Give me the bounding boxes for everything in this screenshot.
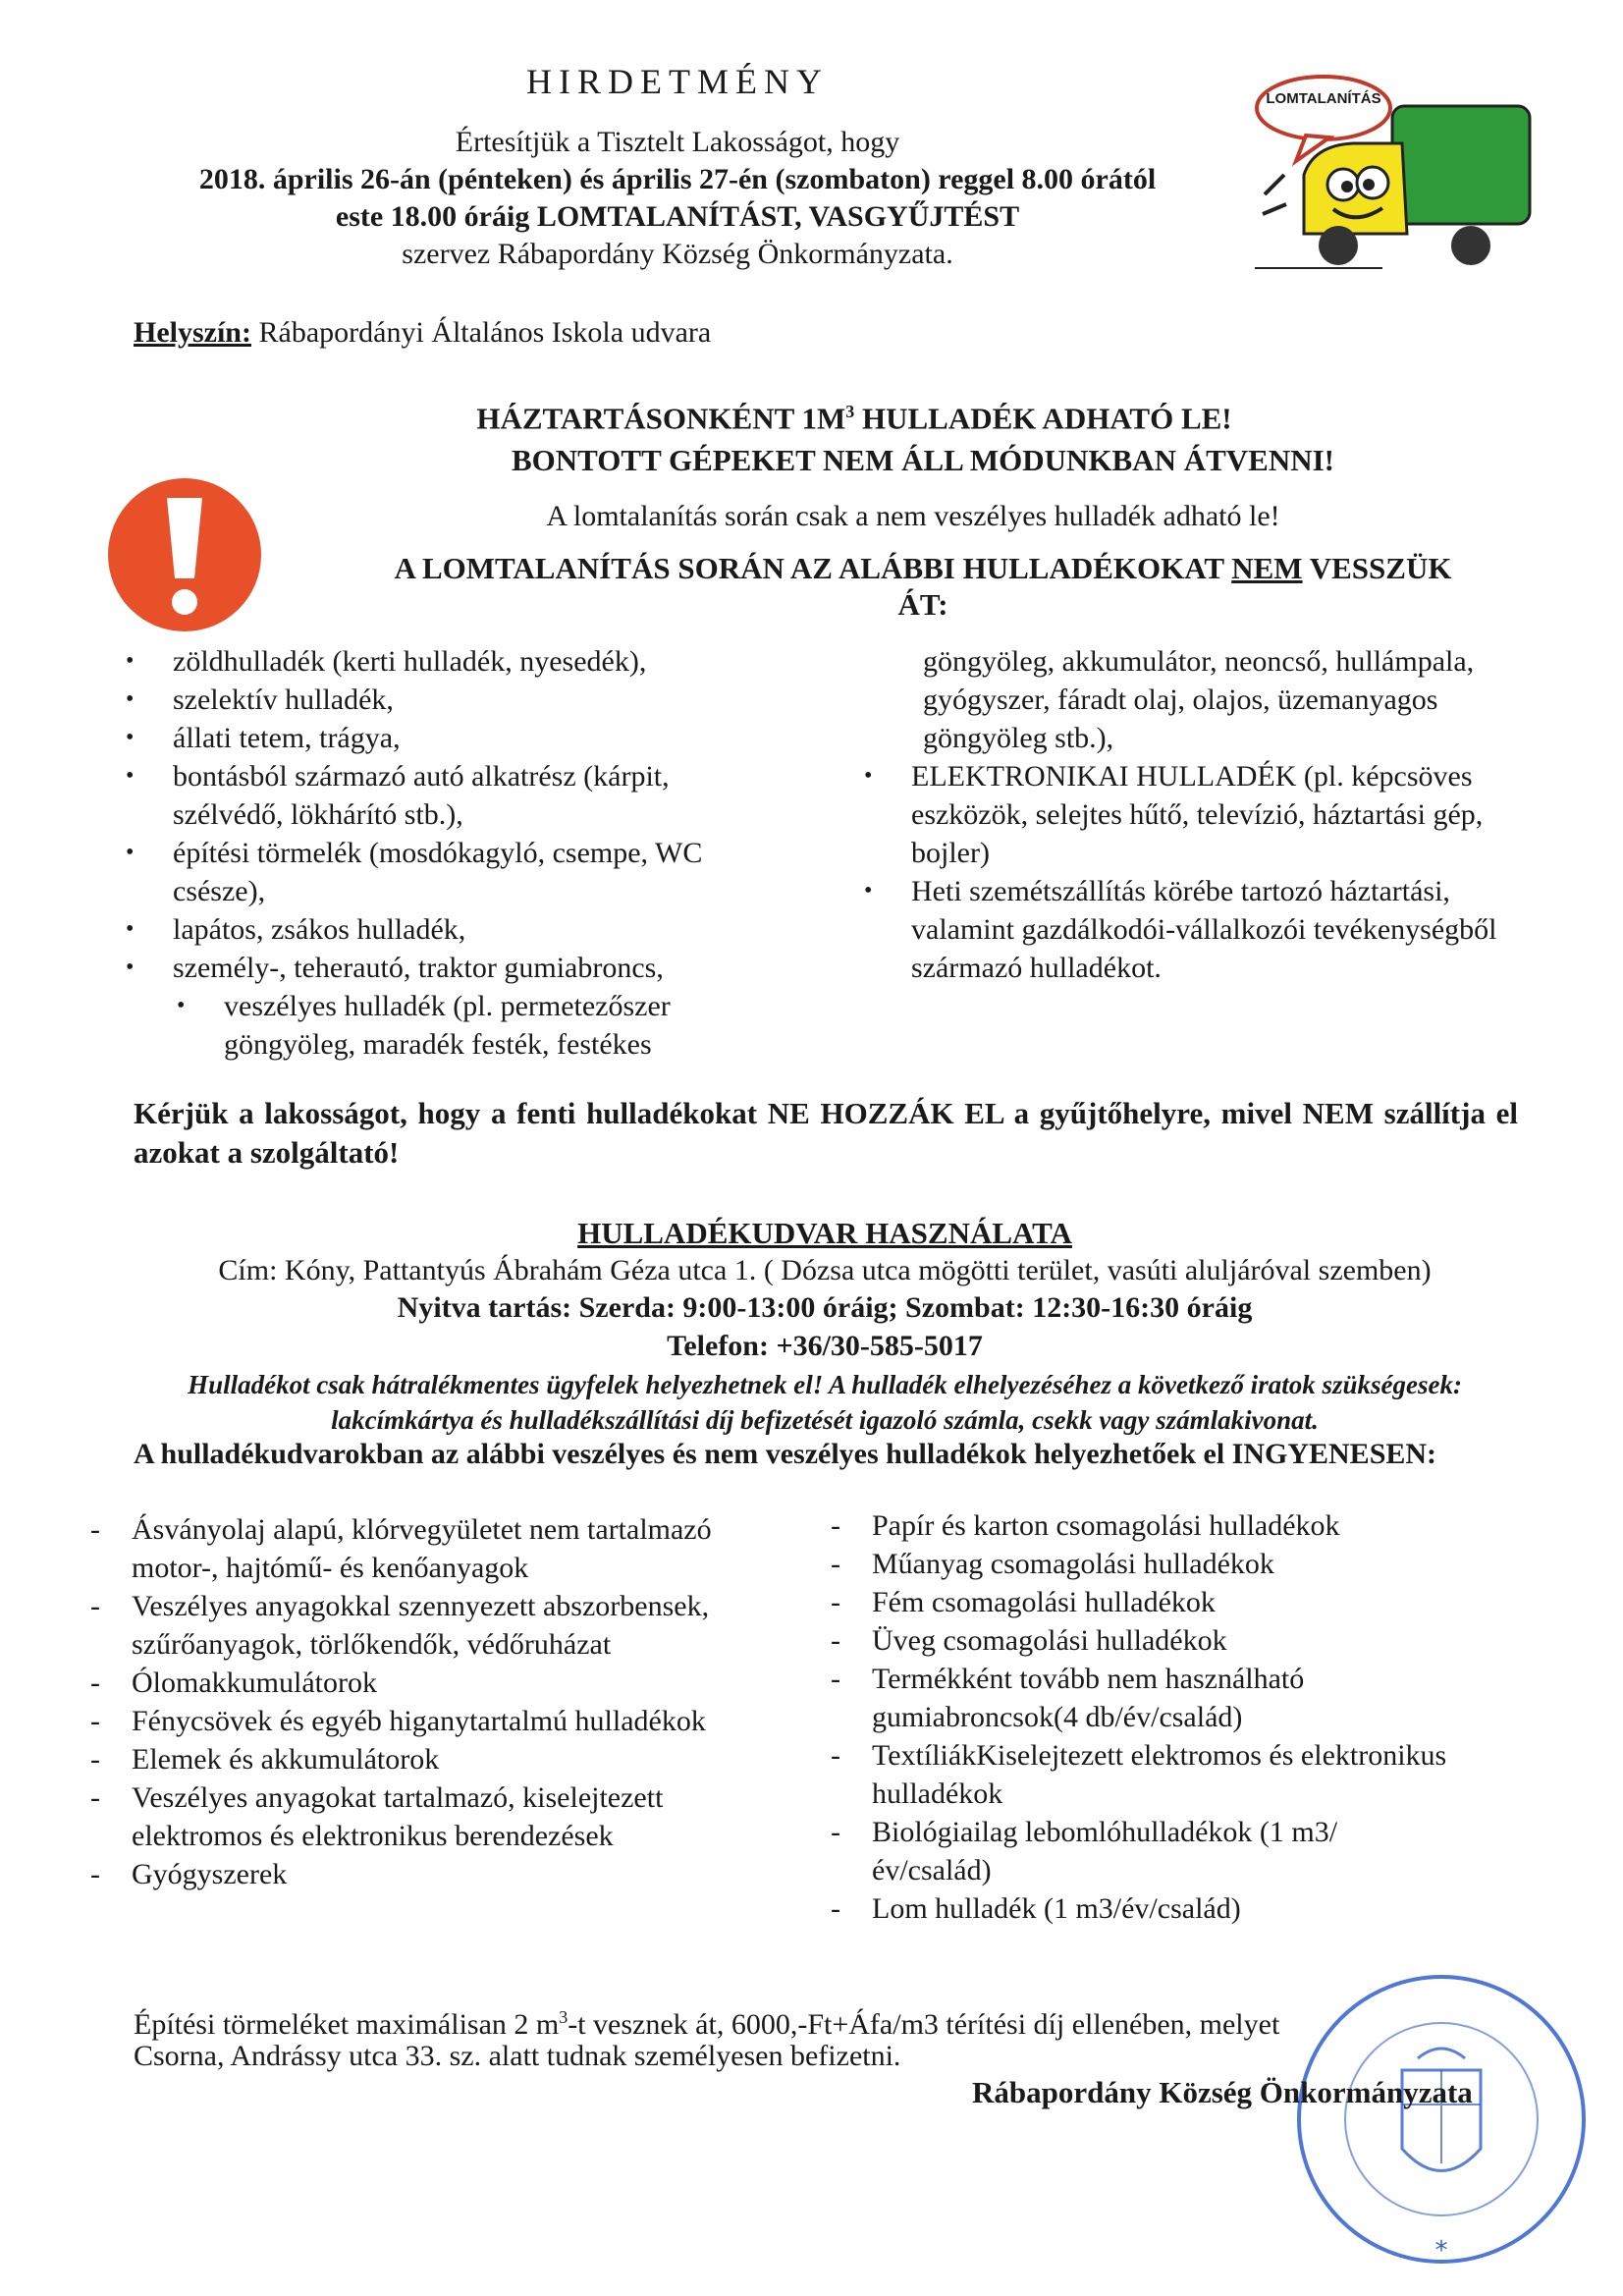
list-item: • Heti szemétszállítás körébe tartozó háztartási, valamint gazdálkodói-vállalkozói tevékenységből származó hulladékot. (864, 872, 1532, 987)
list-item: - Fém csomagolási hulladékok (825, 1583, 1453, 1621)
yard-note: Hulladékot csak hátralékmentes ügyfelek helyezhetnek el! A hulladék elhelyezéséhez a következő iratok szükségesek: lakcímkártya és hulladékszállítási díj befizetését igazoló számla, csekk vagy számlakivonat. (188, 1370, 1462, 1435)
svg-text:*: * (1434, 2236, 1448, 2266)
notice-line-1: HÁZTARTÁSONKÉNT $1M^3$ HULLADÉK ADHATÓ LE! (476, 401, 1232, 436)
date-line-1: 2018. április 26-án (pénteken) és április 27-én (szombaton) reggel 8.00 órától (198, 163, 1157, 195)
notice-line-3: A lomtalanítás során csak a nem veszélyes hulladék adható le! (546, 500, 1280, 532)
list-item: - Üveg csomagolási hulladékok (825, 1621, 1453, 1660)
signature: Rábapordány Község Önkormányzata (972, 2075, 1473, 2109)
list-item: - Műanyag csomagolási hulladékok (825, 1545, 1453, 1583)
list-item: • lapátos, zsákos hulladék, (126, 910, 754, 949)
yard-list-right (825, 1506, 1453, 1928)
list-item: - TextíliákKiselejtezett elektromos és elektronikus hulladékok (825, 1736, 1453, 1813)
request-text: Kérjük a lakosságot, hogy a fenti hulladékokat NE HOZZÁK EL a gyűjtőhelyre, mivel NEM szállítja el azokat a szolgáltató! (134, 1096, 1518, 1170)
construction-line-1: Építési törmeléket maximálisan 2 $m^3-t$ vesznek át, 6000,-Ft+Áfa/m3 térítési díj ellenében, melyet (134, 2007, 1280, 2041)
truck-mascot (1245, 67, 1559, 283)
yard-phone: Telefon: +36/30-585-5017 (667, 1330, 983, 1362)
date-line-2: este 18.00 óráig LOMTALANÍTÁST, VASGYŰJTÉST (335, 200, 1020, 233)
notice-line-2: BONTOTT GÉPEKET NEM ÁLL MÓDUNKBAN ÁTVENNI! (512, 443, 1334, 477)
page-title: HIRDETMÉNY (526, 62, 829, 101)
list-item: • állati tetem, trágya, (126, 719, 754, 757)
yard-free-heading: A hulladékudvarokban az alábbi veszélyes és nem veszélyes hulladékok helyezhetőek el INGYENESEN: (134, 1438, 1437, 1470)
excluded-right-continued: göngyöleg, akkumulátor, neoncső, hullámpala, gyógyszer, fáradt olaj, olajos, üzemanyagos göngyöleg stb.), (923, 645, 1475, 754)
construction-line-2: Csorna, Andrássy utca 33. sz. alatt tudnak személyesen befizetni. (134, 2040, 901, 2072)
list-item: - Lom hulladék (1 m3/év/család) (825, 1889, 1453, 1928)
list-item: • veszélyes hulladék (pl. permetezőszer göngyöleg, maradék festék, festékes (126, 987, 754, 1064)
location-line (134, 315, 711, 351)
list-item: - Termékként tovább nem használható gumiabroncsok(4 db/év/család) (825, 1660, 1453, 1736)
list-item: - Gyógyszerek (84, 1855, 772, 1893)
location-label: Helyszín: (134, 316, 251, 349)
location-value: Rábapordányi Általános Iskola udvara (258, 316, 712, 349)
official-stamp (1284, 1962, 1598, 2276)
list-item: • szelektív hulladék, (126, 681, 754, 719)
list-item: - Veszélyes anyagokat tartalmazó, kiselejtezett elektromos és elektronikus berendezések (84, 1778, 772, 1855)
yard-address: Cím: Kóny, Pattantyús Ábrahám Géza utca 1. ( Dózsa utca mögötti terület, vasúti aluljáróval szemben) (218, 1254, 1432, 1286)
list-item: - Fénycsövek és egyéb higanytartalmú hulladékok (84, 1702, 772, 1740)
list-item: • zöldhulladék (kerti hulladék, nyesedék), (126, 642, 754, 681)
notice-line-5: ÁT: (897, 587, 948, 622)
list-item: • személy-, teherautó, traktor gumiabroncs, (126, 949, 754, 987)
list-item: - Veszélyes anyagokkal szennyezett abszorbensek, szűrőanyagok, törlőkendők, védőruházat (84, 1587, 772, 1664)
list-item: • bontásból származó autó alkatrész (kárpit, szélvédő, lökhárító stb.), (126, 757, 754, 834)
excluded-list-left (126, 642, 754, 1064)
yard-list-left (84, 1510, 772, 1893)
warning-icon (106, 476, 263, 633)
list-item: - Papír és karton csomagolási hulladékok (825, 1506, 1453, 1545)
notice-line-4: A LOMTALANÍTÁS SORÁN AZ ALÁBBI HULLADÉKOKAT NEM VESSZÜK (394, 551, 1452, 585)
list-item: • építési törmelék (mosdókagyló, csempe, WC csésze), (126, 834, 754, 910)
yard-hours: Nyitva tartás: Szerda: 9:00-13:00 óráig; Szombat: 12:30-16:30 óráig (397, 1291, 1253, 1324)
list-item: - Ásványolaj alapú, klórvegyületet nem tartalmazó motor-, hajtómű- és kenőanyagok (84, 1510, 772, 1587)
list-item: - Elemek és akkumulátorok (84, 1740, 772, 1778)
excluded-list-right (864, 757, 1532, 987)
organizer-text: szervez Rábapordány Község Önkormányzata. (402, 238, 953, 270)
list-item: - Ólomakkumulátorok (84, 1664, 772, 1702)
truck-sign-label: LOMTALANÍTÁS (1266, 90, 1381, 107)
yard-heading: HULLADÉKUDVAR HASZNÁLATA (577, 1216, 1072, 1250)
list-item: • ELEKTRONIKAI HULLADÉK (pl. képcsöves eszközök, selejtes hűtő, televízió, háztartási gép, bojler) (864, 757, 1532, 872)
intro-text: Értesítjük a Tisztelt Lakosságot, hogy (455, 126, 900, 158)
list-item: - Biológiailag lebomlóhulladékok (1 m3/év/család) (825, 1813, 1453, 1889)
stamp-seal-icon (1284, 1962, 1598, 2276)
